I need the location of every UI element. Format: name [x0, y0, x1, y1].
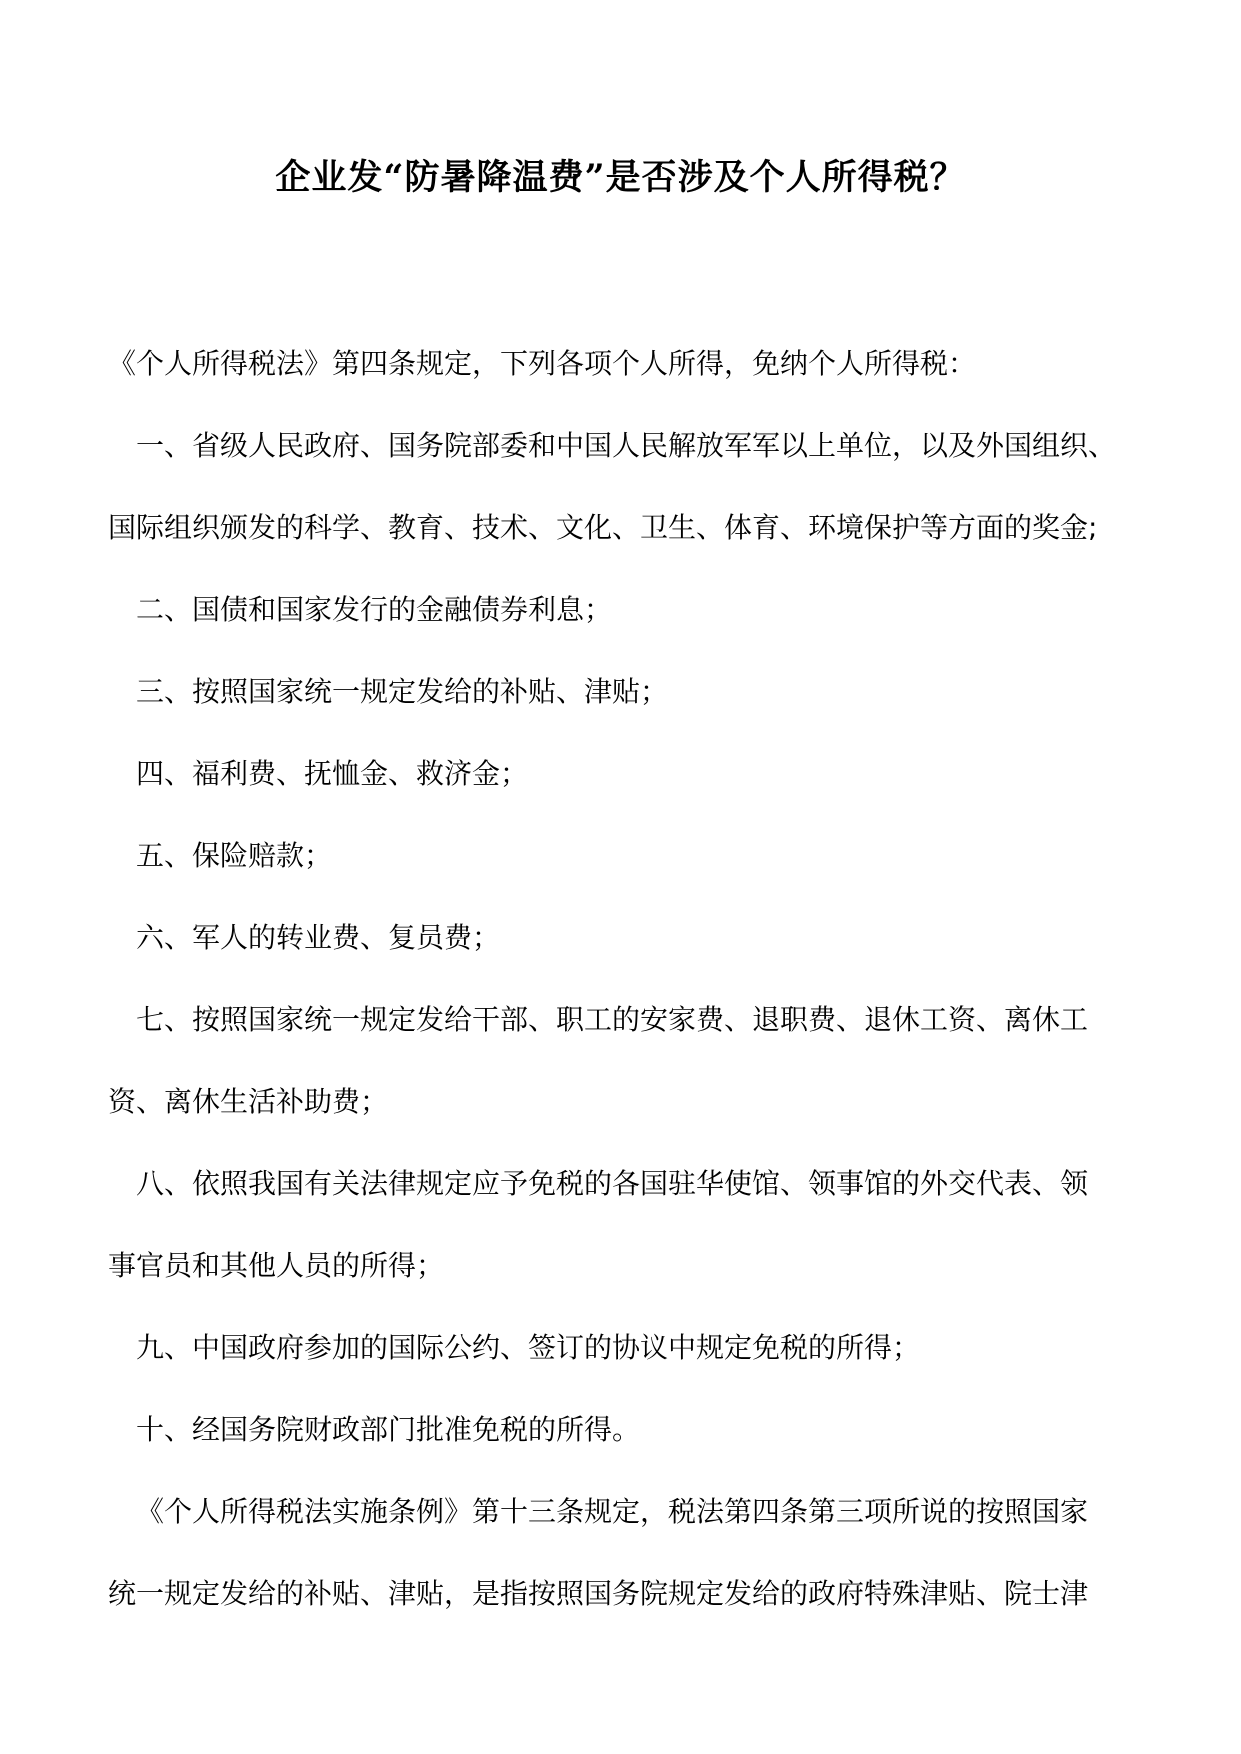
- paragraph-line: 二、国债和国家发行的金融债券利息；: [136, 593, 613, 626]
- paragraph-line: 《个人所得税法实施条例》第十三条规定，税法第四条第三项所说的按照国家: [136, 1495, 1089, 1528]
- paragraph-line: 一、省级人民政府、国务院部委和中国人民解放军军以上单位，以及外国组织、: [136, 429, 1117, 462]
- document-body: [108, 339, 1138, 1651]
- paragraph-line: 七、按照国家统一规定发给干部、职工的安家费、退职费、退休工资、离休工: [136, 1003, 1089, 1036]
- document-title: 企业发“防暑降温费”是否涉及个人所得税？: [275, 157, 966, 198]
- paragraph-line: 资、离休生活补助费；: [108, 1085, 389, 1118]
- paragraph-line: 九、中国政府参加的国际公约、签订的协议中规定免税的所得；: [136, 1331, 921, 1364]
- paragraph-line: 三、按照国家统一规定发给的补贴、津贴；: [136, 675, 669, 708]
- paragraph-line: 六、军人的转业费、复员费；: [136, 921, 501, 954]
- paragraph-line: 统一规定发给的补贴、津贴，是指按照国务院规定发给的政府特殊津贴、院士津: [108, 1577, 1089, 1610]
- paragraph-line: 国际组织颁发的科学、教育、技术、文化、卫生、体育、环境保护等方面的奖金;: [108, 511, 1098, 544]
- paragraph-line: 事官员和其他人员的所得；: [108, 1249, 445, 1282]
- paragraph-line: 《个人所得税法》第四条规定，下列各项个人所得，免纳个人所得税：: [108, 347, 977, 380]
- paragraph-line: 五、保险赔款；: [136, 839, 333, 872]
- paragraph-line: 十、经国务院财政部门批准免税的所得。: [136, 1413, 641, 1446]
- paragraph-line: 四、福利费、抚恤金、救济金；: [136, 757, 529, 790]
- paragraph-line: 八、依照我国有关法律规定应予免税的各国驻华使馆、领事馆的外交代表、领: [136, 1167, 1089, 1200]
